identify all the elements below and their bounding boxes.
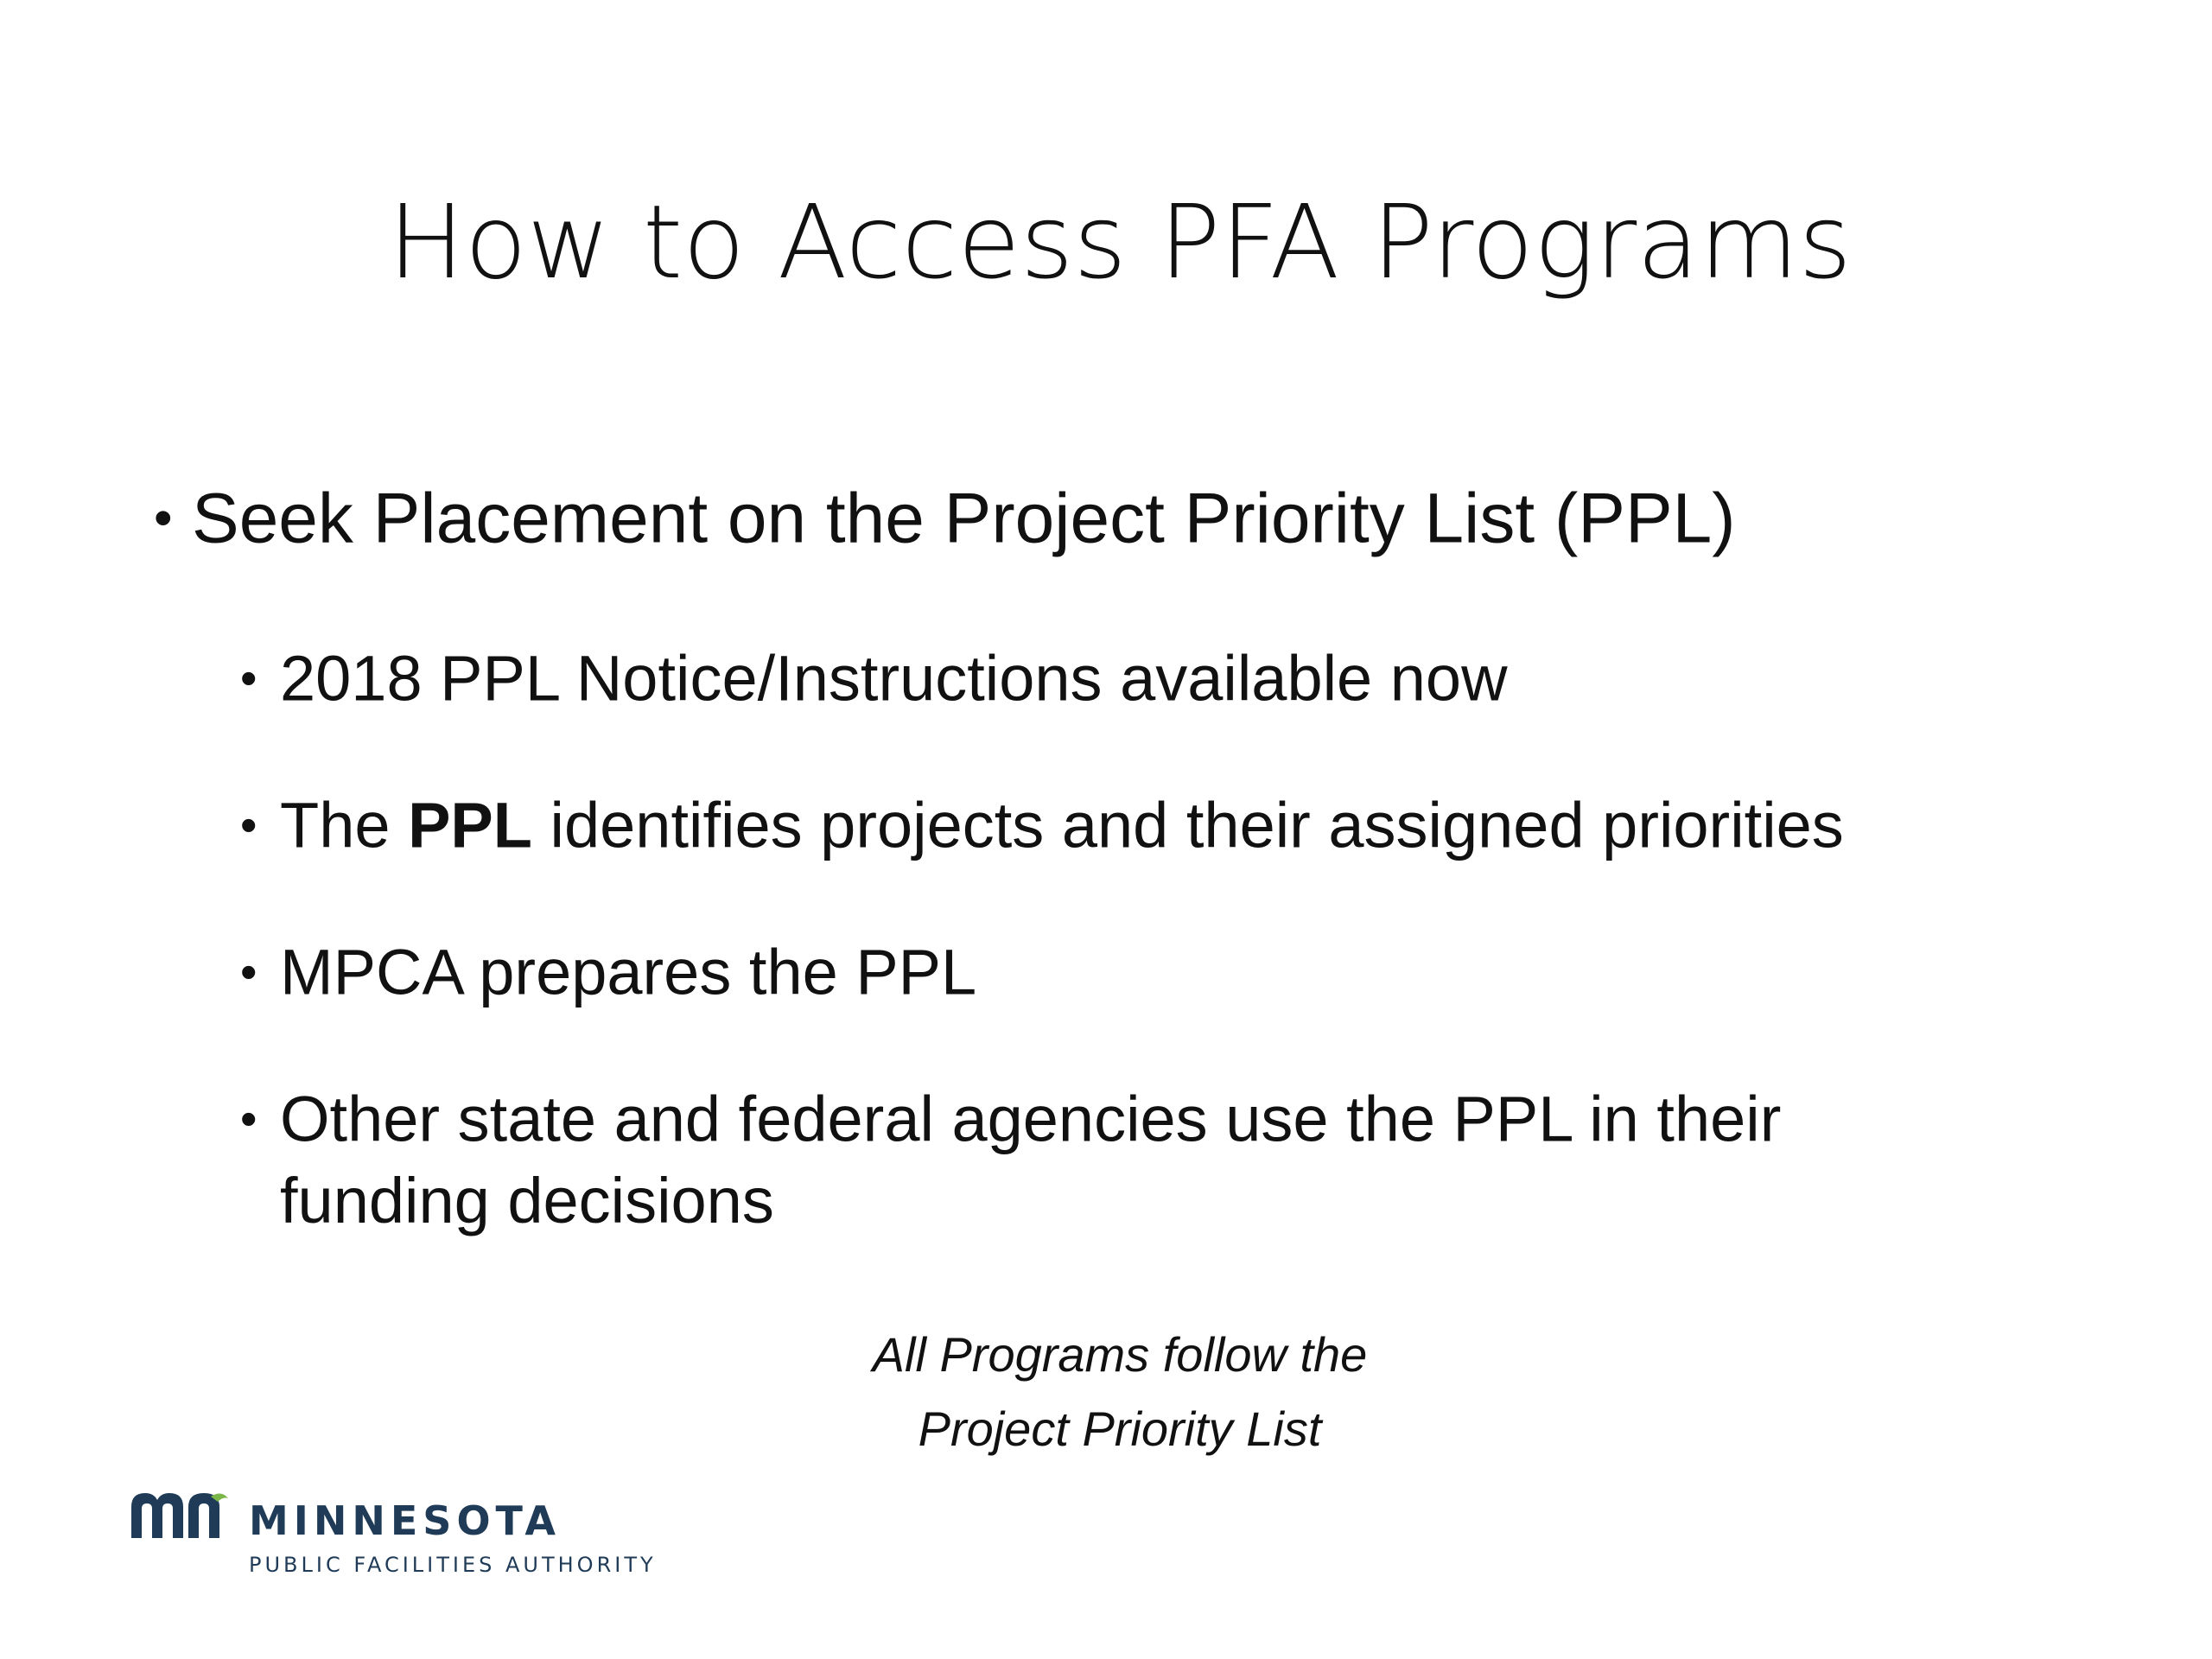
sub-bullet-4	[240, 1078, 2055, 1242]
sub-bullet-text-line2: funding decisions	[280, 1164, 774, 1236]
sub-bullet-text: 2018 PPL Notice/Instructions available now	[280, 642, 1508, 715]
sub-bullet-text-line1: Other state and federal agencies use the PPL in their	[280, 1083, 1782, 1155]
bullet-dot: •	[240, 945, 257, 999]
sub-bullet-3	[240, 931, 2055, 1014]
sub-bullet-1	[240, 638, 2055, 720]
bullet-dot: •	[240, 652, 257, 705]
sub-bullet-text: MPCA prepares the PPL	[280, 936, 977, 1008]
logo-wordmark: MINNESOTA	[249, 1497, 561, 1544]
sub-bullet-text-prefix: The	[280, 789, 409, 861]
main-bullet-text: Seek Placement on the Project Priority List (PPL)	[192, 479, 1736, 558]
sub-bullet-2	[240, 785, 2055, 867]
mn-logo-icon	[128, 1488, 230, 1541]
logo-subtitle: PUBLIC FACILITIES AUTHORITY	[249, 1553, 657, 1577]
sub-bullet-text-suffix: identifies projects and their assigned priorities	[532, 789, 1844, 861]
bullet-dot: •	[240, 798, 257, 852]
minnesota-pfa-logo	[128, 1488, 750, 1592]
footnote	[0, 1318, 2212, 1466]
bullet-dot: •	[154, 488, 173, 548]
footnote-line-2: Project Priority List	[918, 1402, 1322, 1456]
bullet-dot: •	[240, 1092, 257, 1146]
slide-title: How to Access PFA Programs	[387, 182, 1853, 302]
main-bullet	[154, 471, 2055, 566]
footnote-line-1: All Programs follow the	[872, 1327, 1368, 1382]
sub-bullet-text-bold: PPL	[408, 789, 532, 861]
